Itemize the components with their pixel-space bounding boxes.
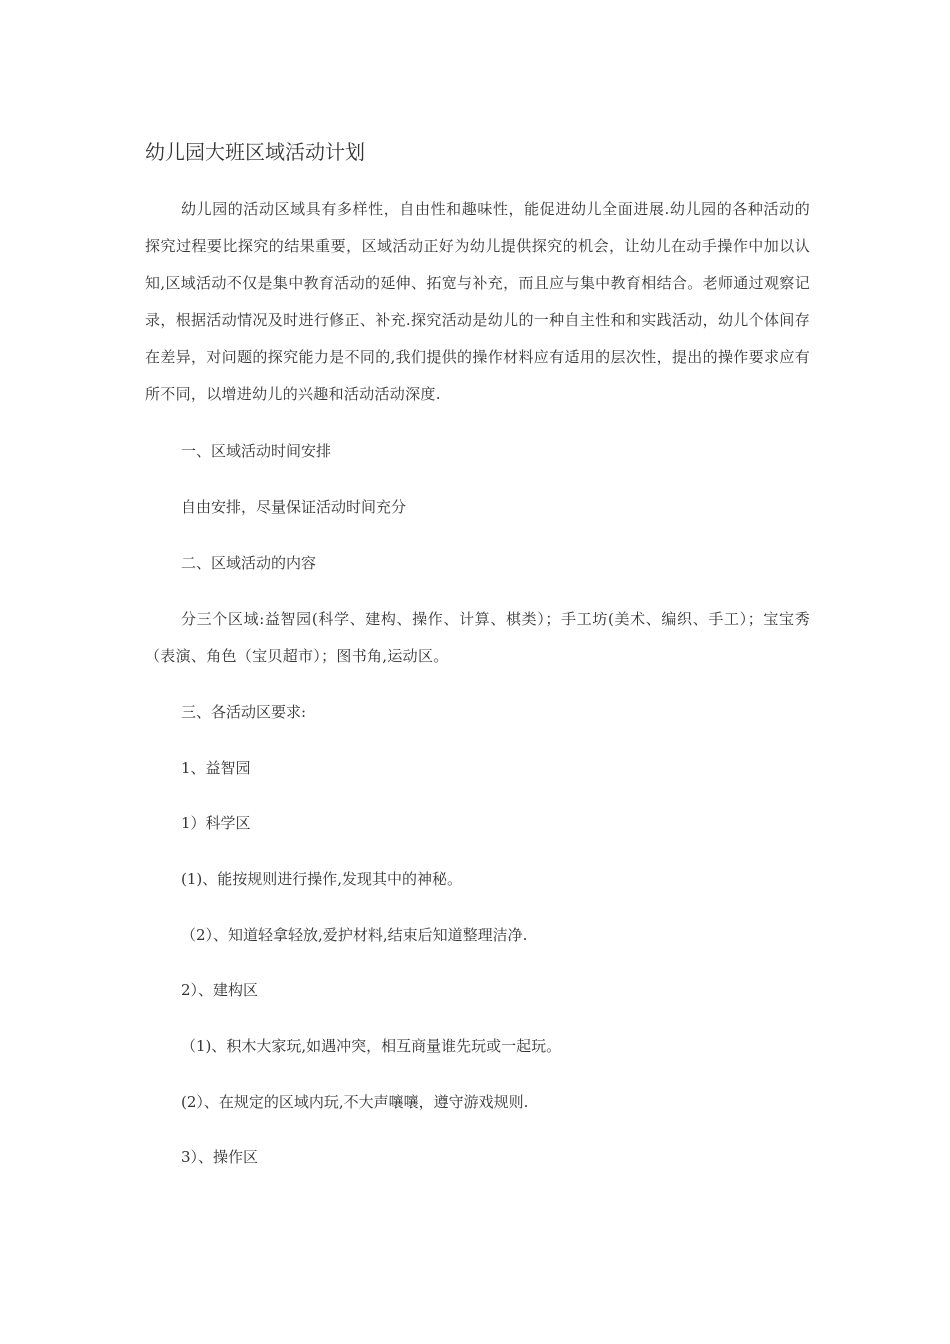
subitem-operation-area: 3）、操作区: [181, 1148, 259, 1166]
subitem-construction-area: 2）、建构区: [181, 981, 259, 999]
intro-paragraph: 幼儿园的活动区域具有多样性，自由性和趣味性，能促进幼儿全面进展.幼儿园的各种活动的探究过程要比探究的结果重要，区域活动正好为幼儿提供探究的机会，让幼儿在动手操作中加以认知,区域活动不仅是集中教育活动的延伸、拓宽与补充，而且应与集中教育相结合。老师通过观察记录，根据活动情况及时进行修正、补充.探究活动是幼儿的一种自主性和和实践活动，幼儿个体间存在差异，对问题的探究能力是不同的,我们提供的操作材料应有适用的层次性，提出的操作要求应有所不同，以增进幼儿的兴趣和活动活动深度.: [145, 200, 810, 403]
item-heading-puzzle-garden: 1、益智园: [181, 759, 251, 777]
section-text-areas: 分三个区域:益智园(科学、建构、操作、计算、棋类）；手工坊(美术、编织、手工）；宝宝秀（表演、角色（宝贝超市）；图书角,运动区。: [145, 610, 810, 665]
science-rule-1: (1)、能按规则进行操作,发现其中的神秘。: [181, 870, 463, 888]
section-heading-time: 一、区域活动时间安排: [181, 442, 332, 460]
subitem-science-area: 1）科学区: [181, 814, 251, 832]
construction-rule-1: （1)、积木大家玩,如遇冲突，相互商量谁先玩或一起玩。: [181, 1037, 562, 1055]
section-heading-requirements: 三、各活动区要求:: [181, 703, 307, 721]
section-heading-content: 二、区域活动的内容: [181, 554, 317, 572]
construction-rule-2: (2）、在规定的区域内玩,不大声嚷嚷，遵守游戏规则.: [181, 1093, 529, 1111]
science-rule-2: （2）、知道轻拿轻放,爱护材料,结束后知道整理洁净.: [181, 926, 528, 944]
section-text-time: 自由安排，尽量保证活动时间充分: [181, 498, 407, 516]
document-title: 幼儿园大班区域活动计划: [145, 140, 365, 164]
